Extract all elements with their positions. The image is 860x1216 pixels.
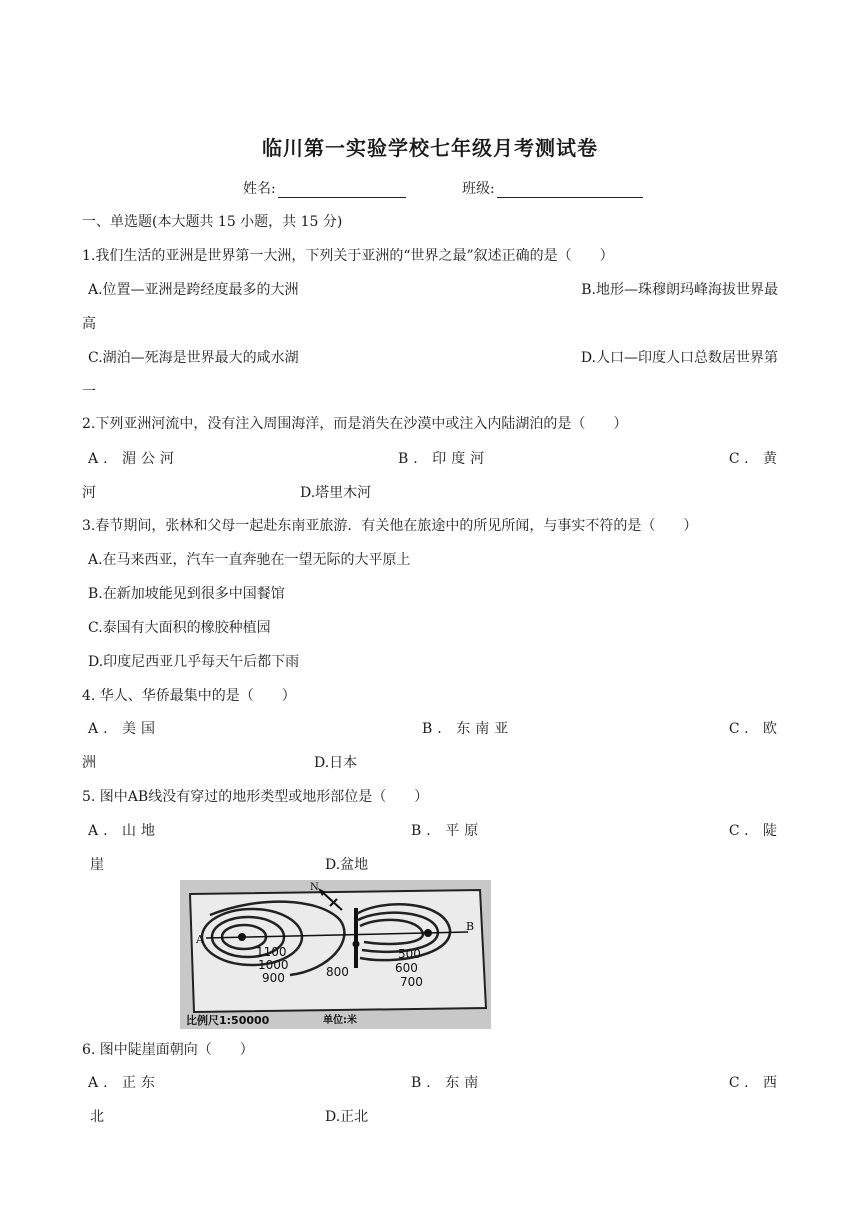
q1-option-d-wrap: 一: [82, 384, 96, 400]
q4-option-b[interactable]: B. 东南亚: [422, 721, 514, 737]
q2-option-c-wrap: 河: [82, 485, 96, 501]
q2-option-d[interactable]: D.塔里木河: [300, 485, 372, 501]
q6-option-d[interactable]: D.正北: [325, 1109, 369, 1125]
q1-option-b-wrap: 高: [82, 316, 96, 332]
q6-option-c[interactable]: C. 西: [728, 1075, 782, 1091]
contour-label-500: 500: [398, 947, 421, 961]
q6-option-b[interactable]: B. 东南: [411, 1075, 484, 1091]
question-1-stem: 1.我们生活的亚洲是世界第一大洲，下列关于亚洲的“世界之最”叙述正确的是（ ）: [82, 248, 614, 264]
contour-map: [180, 880, 491, 1029]
q1-option-d[interactable]: D.人口—印度人口总数居世界第: [580, 350, 778, 366]
q3-option-d[interactable]: D.印度尼西亚几乎每天午后都下雨: [88, 654, 300, 670]
q6-option-c-wrap: 北: [90, 1109, 104, 1125]
q2-option-b[interactable]: B. 印度河: [398, 451, 490, 467]
q4-option-c-wrap: 洲: [82, 755, 96, 771]
q3-option-a[interactable]: A.在马来西亚，汽车一直奔驰在一望无际的大平原上: [88, 552, 411, 568]
map-unit: 单位:米: [323, 1015, 357, 1026]
question-6-stem: 6. 图中陡崖面朝向（ ）: [82, 1042, 254, 1058]
contour-label-1000: 1000: [258, 958, 289, 972]
question-4-stem: 4. 华人、华侨最集中的是（ ）: [82, 688, 296, 704]
label-b: B: [466, 920, 475, 933]
section-heading: 一、单选题(本大题共 15 小题，共 15 分): [82, 214, 343, 230]
name-field[interactable]: [243, 178, 406, 198]
contour-label-600: 600: [395, 961, 418, 975]
question-3-stem: 3.春节期间，张林和父母一起赴东南亚旅游．有关他在旅途中的所见所闻，与事实不符的是（ ）: [82, 518, 698, 534]
map-scale: 比例尺1:50000: [186, 1014, 270, 1027]
q2-option-c[interactable]: C. 黄: [728, 451, 782, 467]
q1-option-c[interactable]: C.湖泊—死海是世界最大的咸水湖: [88, 350, 299, 366]
name-label: 姓名:: [243, 181, 276, 197]
q3-option-b[interactable]: B.在新加坡能见到很多中国餐馆: [88, 586, 285, 602]
q4-option-d[interactable]: D.日本: [314, 755, 358, 771]
question-5-stem: 5. 图中AB线没有穿过的地形类型或地形部位是（ ）: [82, 789, 429, 805]
name-blank[interactable]: [278, 183, 406, 198]
q5-option-c-wrap: 崖: [90, 857, 104, 873]
q5-option-d[interactable]: D.盆地: [325, 857, 369, 873]
q2-option-a[interactable]: A. 湄公河: [88, 451, 180, 467]
class-label: 班级:: [462, 181, 495, 197]
label-a: A: [196, 933, 204, 946]
q6-option-a[interactable]: A. 正东: [88, 1075, 161, 1091]
label-north: N: [310, 882, 319, 893]
contour-label-1100: 1100: [256, 945, 287, 959]
q5-option-c[interactable]: C. 陡: [728, 823, 782, 839]
q1-option-b[interactable]: B.地形—珠穆朗玛峰海拔世界最: [581, 282, 778, 298]
class-blank[interactable]: [497, 183, 643, 198]
q1-option-a[interactable]: A.位置—亚洲是跨经度最多的大洲: [88, 282, 299, 298]
contour-label-900: 900: [262, 971, 285, 985]
q4-option-a[interactable]: A. 美国: [88, 721, 161, 737]
q5-option-a[interactable]: A. 山地: [88, 823, 161, 839]
contour-map-figure: [180, 880, 491, 1029]
contour-label-800: 800: [326, 965, 349, 979]
question-2-stem: 2.下列亚洲河流中，没有注入周围海洋，而是消失在沙漠中或注入内陆湖泊的是（ ）: [82, 416, 628, 432]
q4-option-c[interactable]: C. 欧: [728, 721, 782, 737]
class-field[interactable]: [462, 178, 643, 198]
page-title: 临川第一实验学校七年级月考测试卷: [262, 136, 598, 160]
q3-option-c[interactable]: C.泰国有大面积的橡胶种植园: [88, 620, 271, 636]
contour-label-700: 700: [400, 975, 423, 989]
q5-option-b[interactable]: B. 平原: [411, 823, 484, 839]
